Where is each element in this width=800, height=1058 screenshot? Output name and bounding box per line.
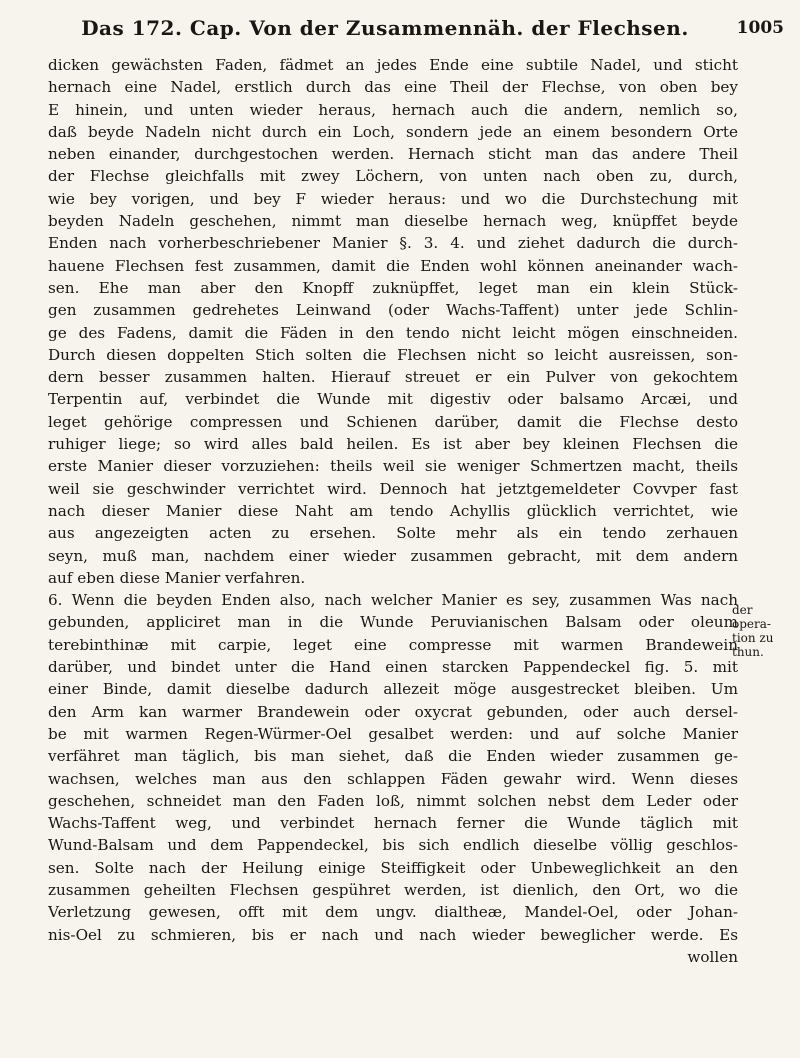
text-line: gebunden, appliciret man in die Wunde Peruvianischen Balsam oder oleum bbox=[48, 613, 738, 632]
margin-note-line: der opera- bbox=[732, 603, 771, 631]
text-line: seyn, muß man, nachdem einer wieder zusammen gebracht, mit dem andern bbox=[48, 546, 738, 565]
text-line: nis-Oel zu schmieren, bis er nach und nach wieder beweglicher werde. Es bbox=[48, 925, 738, 944]
text-line: Wachs-Taffent weg, und verbindet hernach ferner die Wunde täglich mit bbox=[48, 814, 738, 833]
text-line: dicken gewächsten Faden, fädmet an jedes Ende eine subtile Nadel, und sticht bbox=[48, 56, 738, 74]
running-title: Das 172. Cap. Von der Zusammennäh. der Flechsen. bbox=[81, 16, 689, 40]
text-line: be mit warmen Regen-Würmer-Oel gesalbet werden: und auf solche Manier bbox=[48, 724, 738, 743]
text-line: den Arm kan warmer Brandewein oder oxycrat gebunden, oder auch dersel- bbox=[48, 702, 738, 721]
text-line: 6. Wenn die beyden Enden also, nach welcher Manier es sey, zusammen Was nach bbox=[48, 591, 738, 610]
text-line: erste Manier dieser vorzuziehen: theils weil sie weniger Schmertzen macht, theils bbox=[48, 457, 738, 476]
text-line: weil sie geschwinder verrichtet wird. Dennoch hat jetztgemeldeter Covvper fast bbox=[48, 479, 738, 498]
margin-note-line: thun. bbox=[732, 645, 764, 659]
text-line: Durch diesen doppelten Stich solten die Flechsen nicht so leicht ausreissen, son- bbox=[48, 345, 738, 364]
text-line: daß beyde Nadeln nicht durch ein Loch, sondern jede an einem besondern Orte bbox=[48, 122, 738, 141]
text-line: sen. Solte nach der Heilung einige Steiffigkeit oder Unbeweglichkeit an den bbox=[48, 858, 738, 877]
text-line: terebinthinæ mit carpie, leget eine compresse mit warmen Brandewein bbox=[48, 635, 738, 654]
text-line: beyden Nadeln geschehen, nimmt man dieselbe hernach weg, knüpffet beyde bbox=[48, 212, 738, 231]
text-line: dern besser zusammen halten. Hierauf streuet er ein Pulver von gekochtem bbox=[48, 368, 738, 387]
page-number: 1005 bbox=[736, 18, 784, 38]
margin-note bbox=[732, 603, 792, 659]
text-line: Wund-Balsam und dem Pappendeckel, bis sich endlich dieselbe völlig geschlos- bbox=[48, 836, 738, 855]
text-line: zusammen geheilten Flechsen gespühret werden, ist dienlich, den Ort, wo die bbox=[48, 880, 738, 899]
text-line: darüber, und bindet unter die Hand einen starcken Pappendeckel fig. 5. mit bbox=[48, 658, 738, 677]
text-line: wollen bbox=[687, 947, 738, 966]
text-line: aus angezeigten acten zu ersehen. Solte mehr als ein tendo zerhauen bbox=[48, 524, 738, 543]
text-line: ge des Fadens, damit die Fäden in den tendo nicht leicht mögen einschneiden. bbox=[48, 323, 738, 342]
text-line: wachsen, welches man aus den schlappen Fäden gewahr wird. Wenn dieses bbox=[48, 769, 738, 788]
text-line: ruhiger liege; so wird alles bald heilen. Es ist aber bey kleinen Flechsen die bbox=[48, 435, 738, 454]
text-line: gen zusammen gedrehetes Leinwand (oder Wachs-Taffent) unter jede Schlin- bbox=[48, 301, 738, 320]
text-line: Enden nach vorherbeschriebener Manier §. 3. 4. und ziehet dadurch die durch- bbox=[48, 234, 738, 253]
margin-note-line: tion zu bbox=[732, 631, 774, 645]
text-line: Verletzung gewesen, offt mit dem ungv. dialtheæ, Mandel-Oel, oder Johan- bbox=[48, 903, 738, 922]
text-line: verfähret man täglich, bis man siehet, daß die Enden wieder zusammen ge- bbox=[48, 747, 738, 766]
page-header bbox=[0, 14, 800, 46]
text-line: hauene Flechsen fest zusammen, damit die Enden wohl können aneinander wach- bbox=[48, 256, 738, 275]
text-line: wie bey vorigen, und bey F wieder heraus: und wo die Durchstechung mit bbox=[48, 189, 738, 208]
text-line: einer Binde, damit dieselbe dadurch allezeit möge ausgestrecket bleiben. Um bbox=[48, 680, 738, 699]
text-line: geschehen, schneidet man den Faden loß, nimmt solchen nebst dem Leder oder bbox=[48, 791, 738, 810]
body-text bbox=[48, 54, 738, 968]
text-line: E hinein, und unten wieder heraus, hernach auch die andern, nemlich so, bbox=[48, 100, 738, 119]
text-line: nach dieser Manier diese Naht am tendo Achyllis glücklich verrichtet, wie bbox=[48, 501, 738, 520]
text-line: der Flechse gleichfalls mit zwey Löchern, von unten nach oben zu, durch, bbox=[48, 167, 738, 186]
text-line: Terpentin auf, verbindet die Wunde mit digestiv oder balsamo Arcæi, und bbox=[48, 390, 738, 409]
text-line: leget gehörige compressen und Schienen darüber, damit die Flechse desto bbox=[48, 412, 738, 431]
text-line: neben einander, durchgestochen werden. Hernach sticht man das andere Theil bbox=[48, 145, 738, 164]
text-line: auf eben diese Manier verfahren. bbox=[48, 568, 306, 587]
text-line: sen. Ehe man aber den Knopff zuknüpffet, leget man ein klein Stück- bbox=[48, 278, 738, 297]
text-line: hernach eine Nadel, erstlich durch das eine Theil der Flechse, von oben bey bbox=[48, 78, 738, 97]
